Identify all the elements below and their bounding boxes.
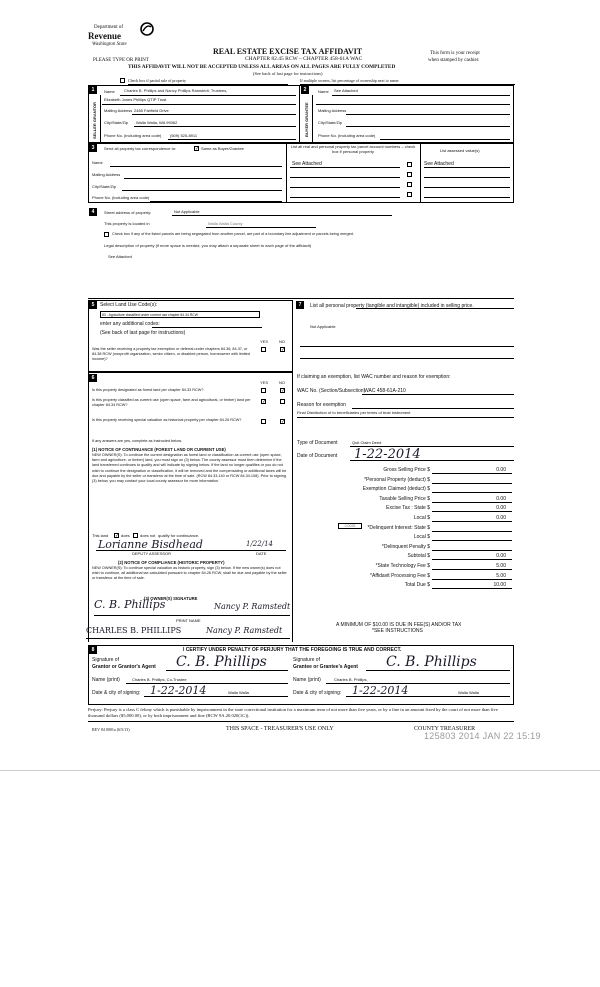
- tax-row-line: [432, 579, 512, 580]
- multiple-owners-label: If multiple owners, list percentage of ownership next to name.: [300, 78, 400, 83]
- qualify-label: qualify for continuance.: [158, 533, 200, 538]
- rev-number: REV 84 0001a (6/5/13): [92, 727, 130, 732]
- buyer-side-label: BUYER GRANTEE: [304, 102, 309, 138]
- s3-address-label: Mailing Address: [92, 172, 121, 177]
- grantee-city[interactable]: Walla Walla: [458, 690, 479, 695]
- owner-signature-label: (3) OWNER(S) SIGNATURE: [144, 596, 198, 601]
- section-4: [88, 206, 514, 296]
- q2-yes-checkbox[interactable]: ✓: [262, 399, 267, 405]
- s3-city-label: City/State/Zip: [92, 184, 117, 189]
- notice1-title: (1) NOTICE OF CONTINUANCE (FOREST LAND OR CURRENT USE): [92, 447, 226, 452]
- land-use-select[interactable]: 83 - Agriculture classified under current use chapter 84.34 RCW: [100, 311, 260, 318]
- s6-yes: YES: [260, 380, 269, 385]
- please-type: PLEASE TYPE OR PRINT: [93, 58, 149, 63]
- recording-stamp: 125803 2014 JAN 22 15:19: [424, 731, 541, 741]
- doc-type-value[interactable]: Quit Claim Deed: [352, 440, 382, 445]
- personal-property-checkbox-2[interactable]: [407, 172, 412, 177]
- buyer-city-label: City/State/Zip: [318, 120, 343, 125]
- tax-row-label: Taxable Selling Price $: [379, 495, 430, 502]
- buyer-name[interactable]: See Attached: [334, 88, 358, 93]
- notice1-text: NEW OWNER(S): To continue the current designation as forest land or classification as current use (open space, farm and agriculture, or timber) land, you must sign on (3) below. The county assessor must then determine if the land transferred continues to qualify and will indicate by signing below. If the land no longer qualifies or you do not wish to continue the designation or classification, it will be removed and the compensating or additional taxes will be due and payable by the seller or transferor at the time of sale. (RCW 84.33.140 or RCW 84.34.108). Prior to signing (3) below, you may contact your local county assessor for more information.: [92, 453, 287, 484]
- segregated-checkbox[interactable]: [104, 232, 109, 237]
- tax-row-line: [432, 473, 512, 474]
- assessed-value[interactable]: See Attached: [424, 161, 454, 167]
- seller-address-label: Mailing Address: [104, 108, 133, 113]
- section-number-7: 7: [296, 301, 304, 309]
- tax-row-label: Local $: [413, 534, 430, 541]
- personal-property-checkbox-1[interactable]: [407, 162, 412, 167]
- seller-address[interactable]: 2465 Fairfield Drive: [134, 108, 169, 113]
- owner-signature-1: C. B. Phillips: [94, 598, 166, 611]
- legal-label: Legal description of property (if more space is needed, you may attach a separate sheet to each page of the affidavit): [104, 243, 312, 248]
- grantor-sig-label-2: Grantor or Grantor's Agent: [92, 664, 156, 670]
- personal-property-checkbox-4[interactable]: [407, 192, 412, 197]
- personal-property-label: List all personal property (tangible and intangible) included in selling price.: [310, 303, 474, 309]
- assessor-date: 1/22/14: [246, 540, 273, 548]
- dept-line3: Washington State: [92, 42, 127, 47]
- dept-line1: Department of: [94, 25, 124, 30]
- receipt-note-1: This form is your receipt: [430, 51, 480, 56]
- tax-row-line: [432, 483, 512, 484]
- q3-yes-checkbox[interactable]: [261, 419, 266, 424]
- q1-no-checkbox[interactable]: ✓: [281, 388, 286, 394]
- tax-row-line: [432, 588, 512, 589]
- section-number-8: 8: [89, 646, 97, 654]
- dor-logo-icon: [140, 22, 154, 36]
- tax-row-label: Exemption Claimed (deduct) $: [362, 486, 430, 493]
- assessor-signature: Lorianne Bisdhead: [98, 538, 203, 551]
- personal-property-checkbox-3[interactable]: [407, 182, 412, 187]
- tax-row-label: Excise Tax : State $: [386, 505, 430, 512]
- q2-no-checkbox[interactable]: [280, 399, 285, 404]
- deputy-assessor-label: DEPUTY ASSESSOR: [132, 551, 172, 556]
- tax-row-line: [432, 492, 512, 493]
- s5-no-checkbox[interactable]: ✓: [281, 347, 286, 353]
- reason-value[interactable]: Final Distribution of to beneficiaries per terms of trust instrument: [297, 410, 411, 415]
- section-number-6: 6: [89, 374, 97, 382]
- located-label: This property is located in: [104, 221, 150, 226]
- tax-row-line: [432, 502, 512, 503]
- tax-row-value[interactable]: 10.00: [493, 582, 506, 589]
- s3-name-label: Name: [92, 160, 103, 165]
- tax-row-label: *Personal Property (deduct) $: [364, 476, 430, 483]
- partial-sale-label: Check box if partial sale of property: [128, 78, 186, 83]
- notice2-title: (2) NOTICE OF COMPLIANCE (HISTORIC PROPERTY): [118, 560, 225, 565]
- street-label: Street address of property:: [104, 210, 152, 215]
- parcel-value[interactable]: See Attached: [292, 161, 322, 167]
- additional-codes-label: enter any additional codes:: [100, 321, 160, 327]
- print-name-1: CHARLES B. PHILLIPS: [86, 626, 182, 635]
- legal-value[interactable]: See Attached: [108, 254, 132, 259]
- same-as-buyer-label: Same as Buyer/Grantee: [201, 146, 244, 151]
- s6-no: NO: [279, 380, 285, 385]
- owner-signature-2: Nancy P. Ramstedt: [214, 602, 291, 611]
- reason-label: Reason for exemption: [297, 402, 346, 408]
- grantor-name[interactable]: Charles B. Phillips, Co-Trustee: [132, 677, 187, 682]
- local-rate-select[interactable]: 0.0025: [338, 523, 362, 529]
- located-value[interactable]: Walla Walla County: [208, 221, 243, 226]
- print-name-2: Nancy P. Ramstedt: [206, 626, 283, 635]
- certify-text: I CERTIFY UNDER PENALTY OF PERJURY THAT THE FOREGOING IS TRUE AND CORRECT.: [183, 647, 402, 653]
- treasurer-space: THIS SPACE - TREASURER'S USE ONLY: [226, 726, 334, 732]
- tax-row-value[interactable]: 0.00: [496, 515, 506, 521]
- section-number-2: 2: [301, 86, 309, 94]
- assessor-date-label: DATE: [256, 551, 267, 556]
- dept-line2: Revenue: [88, 31, 121, 41]
- seller-name-label: Name: [104, 89, 115, 94]
- tax-row-line: [432, 569, 512, 570]
- grantee-sig-label-1: Signature of: [293, 657, 320, 663]
- tax-row-label: Total Due $: [404, 582, 430, 589]
- personal-property-value[interactable]: Not Applicable: [310, 324, 336, 329]
- buyer-name-label: Name: [318, 89, 329, 94]
- grantor-sig-label-1: Signature of: [92, 657, 119, 663]
- grantor-date-label: Date & city of signing:: [92, 690, 141, 696]
- wac-label: WAC No. (Section/Subsection): [297, 388, 366, 394]
- segregated-label: Check box if any of the listed parcels are being segregated from another parcel, are part of a boundary line adjustment or parcels being merged.: [112, 232, 354, 236]
- page-bottom-rule: [0, 770, 600, 771]
- seller-city-label: City/State/Zip: [104, 120, 129, 125]
- perjury-text: Perjury: Perjury is a class C felony which is punishable by imprisonment in the state correctional institution for a maximum term of not more than five years, or by a fine in an amount fixed by the court of not more than five thousand dollars ($5,000.00), or by both imprisonment and fine (RCW 9A.20.020(1C)).: [88, 707, 498, 718]
- section-number-1: 1: [89, 86, 97, 94]
- tax-row-line: [432, 550, 512, 551]
- tax-row-label: *Delinquent Interest: State $: [367, 524, 430, 531]
- tax-row-label: Gross Selling Price $: [383, 467, 430, 473]
- tax-row-label: *Delinquent Penalty $: [381, 543, 430, 550]
- tax-row-value[interactable]: 5.00: [496, 572, 506, 579]
- grantee-date-label: Date & city of signing:: [293, 690, 342, 696]
- tax-row-label: *Affidavit Processing Fee $: [370, 572, 430, 579]
- grantor-city[interactable]: Walla Walla: [228, 690, 249, 695]
- q1-yes-checkbox[interactable]: [261, 388, 266, 393]
- q3-no-checkbox[interactable]: ✓: [281, 419, 286, 425]
- receipt-note-2: when stamped by cashier.: [428, 58, 480, 63]
- seller-side-label: SELLER GRANTOR: [92, 101, 97, 139]
- q2-text: Is this property classified as current use (open space, farm and agricultural, or timber) land per chapter 84.34 RCW?: [92, 398, 251, 407]
- q3-text: Is this property receiving special valuation as historical property per chapter 84.26 RCW?: [92, 418, 242, 422]
- assessed-header: List assessed value(s): [440, 148, 480, 153]
- partial-sale-checkbox[interactable]: [120, 78, 125, 83]
- seller-phone-label: Phone No. (including area code): [104, 133, 162, 138]
- exemption-label: If claiming an exemption, list WAC number and reason for exemption:: [297, 374, 451, 380]
- s5-no: NO: [279, 339, 285, 344]
- this-land-label: This land: [92, 533, 109, 538]
- grantee-sig-label-2: Grantee or Grantee's Agent: [293, 664, 358, 670]
- tax-row-label: *State Technology Fee $: [375, 563, 430, 569]
- tax-row-label: Local $: [413, 515, 430, 521]
- send-label: Send all property tax correspondence to:: [104, 146, 177, 151]
- s5-yes: YES: [260, 339, 269, 344]
- s5-see-back: (See back of last page for instructions): [100, 330, 186, 336]
- exemption-question: Was the seller receiving a property tax exemption or deferral under chapters 84.36, 84.37, or 84.38 RCW (nonprofit organization, senior citizen, or disabled person, homeowner with limited income)?: [92, 347, 250, 361]
- dor-logo: [88, 22, 160, 54]
- parcel-header: List all real and personal property tax parcel account numbers – check box if personal property: [290, 144, 416, 154]
- seller-city[interactable]: Walla Walla, WA 99362: [136, 120, 178, 125]
- if-yes-text: If any answers are yes, complete as instructed below.: [92, 439, 182, 443]
- tax-row-line: [432, 559, 512, 560]
- print-name-label: PRINT NAME: [176, 618, 201, 623]
- form-title: REAL ESTATE EXCISE TAX AFFIDAVIT: [213, 47, 363, 56]
- county-treasurer: COUNTY TREASURER: [414, 726, 476, 732]
- buyer-phone-label: Phone No. (including area code): [318, 133, 376, 138]
- tax-row-value[interactable]: 0.00: [496, 505, 506, 512]
- grantee-date[interactable]: 1-22-2014: [352, 684, 409, 697]
- does-checkbox[interactable]: ✓: [115, 533, 120, 539]
- q1-text: Is this property designated as forest land per chapter 84.33 RCW?: [92, 388, 204, 392]
- street-value[interactable]: Not Applicable: [174, 209, 200, 214]
- grantee-name-label: Name (print): [293, 677, 321, 683]
- grantor-name-label: Name (print): [92, 677, 120, 683]
- doc-type-label: Type of Document: [297, 440, 338, 446]
- section-number-4: 4: [89, 208, 97, 216]
- tax-row-line: [432, 540, 512, 541]
- tax-row-value[interactable]: 0.00: [496, 553, 506, 560]
- form-chapter: CHAPTER 82.45 RCW – CHAPTER 458-61A WAC: [245, 56, 363, 62]
- does-label: does: [121, 533, 130, 538]
- same-as-buyer-checkbox[interactable]: ✓: [195, 146, 200, 152]
- s5-yes-checkbox[interactable]: [261, 347, 266, 352]
- land-use-label: Select Land Use Code(s):: [100, 302, 158, 308]
- doc-date-value[interactable]: 1-22-2014: [354, 447, 421, 462]
- tax-row-line: [432, 531, 512, 532]
- tax-row-label: Subtotal $: [407, 553, 430, 560]
- s3-phone-label: Phone No. (including area code): [92, 195, 150, 200]
- tax-row-value[interactable]: 5.00: [496, 563, 506, 569]
- tax-row-line: [432, 511, 512, 512]
- section-number-5: 5: [89, 301, 97, 309]
- see-back: (See back of last page for instructions): [253, 71, 323, 76]
- tax-row-value[interactable]: 0.00: [496, 495, 506, 502]
- grantor-date[interactable]: 1-22-2014: [150, 684, 207, 697]
- tax-row-value[interactable]: 0.00: [496, 467, 506, 473]
- does-not-label: does not: [140, 533, 156, 538]
- minimum-note: A MINIMUM OF $10.00 IS DUE IN FEE(S) AND/OR TAX: [336, 622, 462, 628]
- grantor-signature: C. B. Phillips: [176, 654, 267, 670]
- section-number-3: 3: [89, 144, 97, 152]
- see-instructions: *SEE INSTRUCTIONS: [372, 628, 423, 634]
- grantee-name[interactable]: Charles B. Phillips,: [334, 677, 368, 682]
- tax-row-line: [432, 521, 512, 522]
- seller-name[interactable]: Charles B. Phillips and Nancy Phillips Ramstedt, Trustees,: [124, 88, 228, 93]
- wac-value[interactable]: WAC 458-61A-210: [364, 388, 406, 394]
- seller-phone[interactable]: (509) 525-8911: [170, 133, 198, 138]
- buyer-address-label: Mailing Address: [318, 108, 347, 113]
- form-warning: THIS AFFIDAVIT WILL NOT BE ACCEPTED UNLESS ALL AREAS ON ALL PAGES ARE FULLY COMPLETED: [128, 64, 396, 70]
- grantee-signature: C. B. Phillips: [386, 654, 477, 670]
- seller-name-2[interactable]: Elizabeth Jones Phillips QTIP Trust: [104, 97, 167, 102]
- notice2-text: NEW OWNER(S): To continue special valuation as historic property, sign (3) below. If the new owner(s) does not wish to continue, all additional tax calculated pursuant to chapter 84.26 RCW, shall be due and payable by the seller or transferor at the time of sale.: [92, 566, 287, 581]
- doc-date-label: Date of Document: [297, 453, 338, 459]
